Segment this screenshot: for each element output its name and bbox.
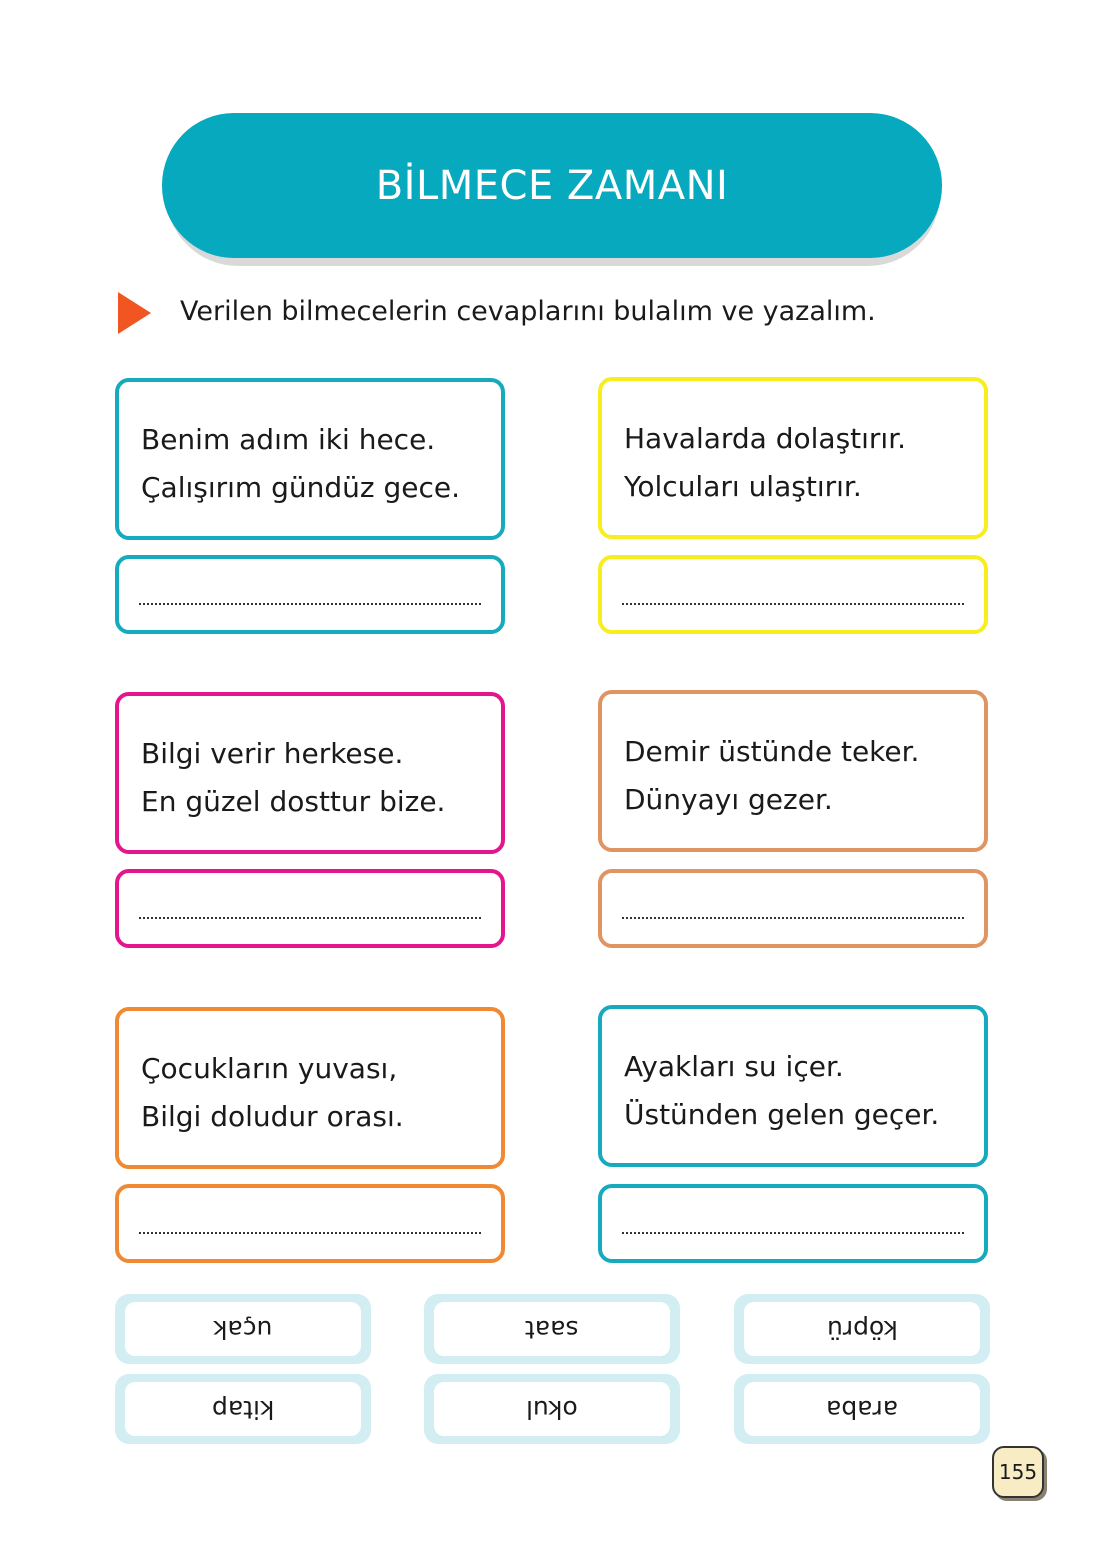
- instruction-text: Verilen bilmecelerin cevaplarını bulalım ve yazalım.: [180, 296, 876, 327]
- word-bank-card: [424, 1374, 680, 1444]
- riddle-line: Benim adım iki hece.: [141, 423, 436, 456]
- riddle-box-5: [115, 1007, 505, 1169]
- page-number-badge: [992, 1446, 1044, 1498]
- page-number: 155: [998, 1460, 1038, 1484]
- word-bank-word: saat: [525, 1314, 579, 1344]
- riddle-line: Dünyayı gezer.: [624, 783, 833, 816]
- answer-field-5[interactable]: [115, 1184, 505, 1263]
- answer-dotted-line: [622, 917, 964, 919]
- riddle-line: Çalışırım gündüz gece.: [141, 471, 461, 504]
- word-bank-word: kitap: [211, 1394, 275, 1424]
- riddle-line: Çocukların yuvası,: [141, 1052, 398, 1085]
- riddle-box-2: [598, 377, 988, 539]
- riddle-line: Havalarda dolaştırır.: [624, 422, 907, 455]
- answer-dotted-line: [622, 603, 964, 605]
- answer-field-1[interactable]: [115, 555, 505, 634]
- riddle-box-1: [115, 378, 505, 540]
- answer-field-4[interactable]: [598, 869, 988, 948]
- answer-field-6[interactable]: [598, 1184, 988, 1263]
- word-bank-card: [115, 1294, 371, 1364]
- riddle-line: En güzel dosttur bize.: [141, 785, 446, 818]
- riddle-line: Demir üstünde teker.: [624, 735, 920, 768]
- word-bank-word: köprü: [826, 1314, 898, 1344]
- word-bank-card: [115, 1374, 371, 1444]
- answer-dotted-line: [139, 603, 481, 605]
- riddle-line: Bilgi doludur orası.: [141, 1100, 404, 1133]
- riddle-line: Üstünden gelen geçer.: [624, 1098, 940, 1131]
- answer-field-3[interactable]: [115, 869, 505, 948]
- riddle-line: Ayakları su içer.: [624, 1050, 844, 1083]
- riddle-line: Bilgi verir herkese.: [141, 737, 404, 770]
- page-title: BİLMECE ZAMANI: [375, 162, 729, 209]
- word-bank-card: [734, 1374, 990, 1444]
- word-bank-card: [734, 1294, 990, 1364]
- riddle-box-6: [598, 1005, 988, 1167]
- play-arrow-icon: [118, 292, 151, 334]
- answer-dotted-line: [622, 1232, 964, 1234]
- riddle-line: Yolcuları ulaştırır.: [624, 470, 862, 503]
- answer-dotted-line: [139, 917, 481, 919]
- word-bank-card: [424, 1294, 680, 1364]
- title-banner: [162, 113, 942, 258]
- answer-field-2[interactable]: [598, 555, 988, 634]
- riddle-box-4: [598, 690, 988, 852]
- word-bank-word: uçak: [213, 1314, 273, 1344]
- word-bank-word: araba: [825, 1394, 899, 1424]
- answer-dotted-line: [139, 1232, 481, 1234]
- riddle-box-3: [115, 692, 505, 854]
- word-bank-word: okul: [526, 1394, 578, 1424]
